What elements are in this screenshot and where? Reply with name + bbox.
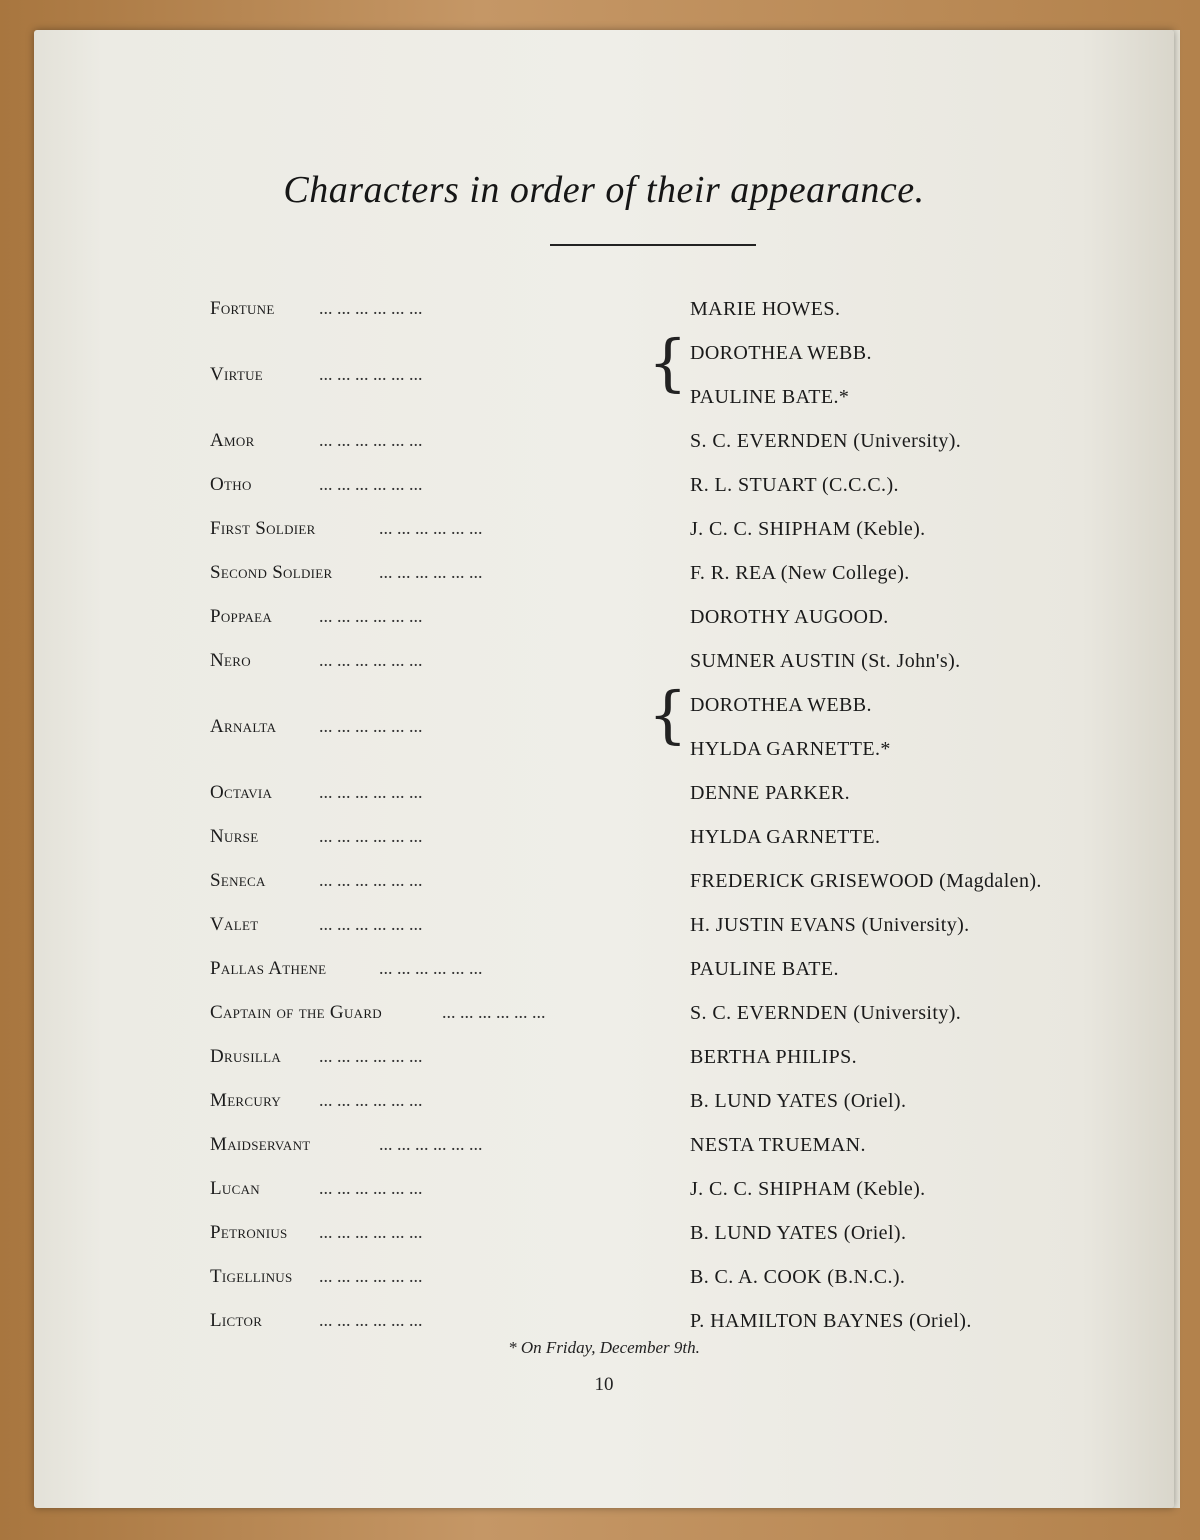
leader-dots: ... ... ... ... ... ... xyxy=(319,364,423,384)
role-name: Second Soldier xyxy=(210,562,333,583)
cast-row xyxy=(34,914,1174,944)
leader-dots: ... ... ... ... ... ... xyxy=(319,914,423,934)
role-name: Nero xyxy=(210,650,251,671)
role-name: Maidservant xyxy=(210,1134,311,1155)
cast-row xyxy=(34,1002,1174,1032)
cast-row xyxy=(34,430,1174,460)
leader-dots: ... ... ... ... ... ... xyxy=(379,562,483,582)
page-title: Characters in order of their appearance. xyxy=(283,169,925,211)
leader-dots: ... ... ... ... ... ... xyxy=(319,826,423,846)
leader-dots: ... ... ... ... ... ... xyxy=(442,1002,546,1022)
cast-list xyxy=(34,30,1174,1430)
cast-row xyxy=(34,1222,1174,1252)
leader-dots: ... ... ... ... ... ... xyxy=(379,958,483,978)
leader-dots: ... ... ... ... ... ... xyxy=(319,298,423,318)
actor-name: HYLDA GARNETTE. xyxy=(690,826,881,848)
cast-row xyxy=(34,562,1174,592)
leader-dots: ... ... ... ... ... ... xyxy=(319,782,423,802)
cast-row xyxy=(34,958,1174,988)
role-name: First Soldier xyxy=(210,518,316,539)
actor-name: J. C. C. SHIPHAM (Keble). xyxy=(690,1178,926,1200)
role-name: Seneca xyxy=(210,870,266,891)
cast-row xyxy=(34,1090,1174,1120)
role-name: Octavia xyxy=(210,782,273,803)
role-name: Otho xyxy=(210,474,252,495)
role-name: Fortune xyxy=(210,298,275,319)
actor-name: HYLDA GARNETTE.* xyxy=(690,738,891,760)
cast-row-alt xyxy=(34,386,1174,416)
cast-row xyxy=(34,1046,1174,1076)
footnote: * On Friday, December 9th. xyxy=(508,1338,700,1357)
actor-name: BERTHA PHILIPS. xyxy=(690,1046,858,1068)
cast-row xyxy=(34,1266,1174,1296)
role-name: Mercury xyxy=(210,1090,282,1111)
actor-name: P. HAMILTON BAYNES (Oriel). xyxy=(690,1310,972,1332)
cast-row xyxy=(34,1134,1174,1164)
actor-name: DOROTHEA WEBB. xyxy=(690,342,872,364)
leader-dots: ... ... ... ... ... ... xyxy=(319,606,423,626)
leader-dots: ... ... ... ... ... ... xyxy=(319,1222,423,1242)
actor-name: H. JUSTIN EVANS (University). xyxy=(690,914,970,936)
leader-dots: ... ... ... ... ... ... xyxy=(319,1310,423,1330)
actor-name: SUMNER AUSTIN (St. John's). xyxy=(690,650,961,672)
role-name: Virtue xyxy=(210,364,264,385)
actor-name: B. LUND YATES (Oriel). xyxy=(690,1222,907,1244)
role-name: Drusilla xyxy=(210,1046,282,1067)
cast-row xyxy=(34,518,1174,548)
cast-row xyxy=(34,650,1174,680)
leader-dots: ... ... ... ... ... ... xyxy=(319,1090,423,1110)
actor-name: DOROTHY AUGOOD. xyxy=(690,606,889,628)
role-name: Lictor xyxy=(210,1310,263,1331)
brace-icon: { xyxy=(648,326,688,399)
cast-row xyxy=(34,782,1174,812)
actor-name: NESTA TRUEMAN. xyxy=(690,1134,866,1156)
leader-dots: ... ... ... ... ... ... xyxy=(379,518,483,538)
cast-row xyxy=(34,826,1174,856)
program-page xyxy=(34,30,1174,1508)
role-name: Nurse xyxy=(210,826,259,847)
leader-dots: ... ... ... ... ... ... xyxy=(319,1046,423,1066)
role-name: Lucan xyxy=(210,1178,260,1199)
leader-dots: ... ... ... ... ... ... xyxy=(319,650,423,670)
actor-name: S. C. EVERNDEN (University). xyxy=(690,430,962,452)
leader-dots: ... ... ... ... ... ... xyxy=(319,430,423,450)
leader-dots: ... ... ... ... ... ... xyxy=(319,474,423,494)
actor-name: B. LUND YATES (Oriel). xyxy=(690,1090,907,1112)
actor-name: R. L. STUART (C.C.C.). xyxy=(690,474,899,496)
cast-row-alt xyxy=(34,342,1174,372)
cast-row xyxy=(34,474,1174,504)
cast-row xyxy=(34,606,1174,636)
page-number: 10 xyxy=(594,1374,614,1395)
role-name: Poppaea xyxy=(210,606,273,627)
actor-name: S. C. EVERNDEN (University). xyxy=(690,1002,962,1024)
role-name: Valet xyxy=(210,914,259,935)
leader-dots: ... ... ... ... ... ... xyxy=(319,870,423,890)
role-name: Arnalta xyxy=(210,716,277,737)
cast-row xyxy=(34,1310,1174,1340)
leader-dots: ... ... ... ... ... ... xyxy=(319,1178,423,1198)
role-name: Amor xyxy=(210,430,255,451)
actor-name: J. C. C. SHIPHAM (Keble). xyxy=(690,518,926,540)
cast-row xyxy=(34,1178,1174,1208)
actor-name: MARIE HOWES. xyxy=(690,298,841,320)
cast-row-alt xyxy=(34,694,1174,724)
actor-name: FREDERICK GRISEWOOD (Magdalen). xyxy=(690,870,1042,892)
role-name: Tigellinus xyxy=(210,1266,293,1287)
leader-dots: ... ... ... ... ... ... xyxy=(319,716,423,736)
actor-name: PAULINE BATE. xyxy=(690,958,839,980)
cast-row xyxy=(34,298,1174,328)
role-name: Petronius xyxy=(210,1222,288,1243)
leader-dots: ... ... ... ... ... ... xyxy=(319,1266,423,1286)
actor-name: DOROTHEA WEBB. xyxy=(690,694,872,716)
actor-name: DENNE PARKER. xyxy=(690,782,851,804)
role-name: Captain of the Guard xyxy=(210,1002,382,1023)
cast-row-alt xyxy=(34,738,1174,768)
cast-row xyxy=(34,870,1174,900)
brace-icon: { xyxy=(648,678,688,751)
leader-dots: ... ... ... ... ... ... xyxy=(379,1134,483,1154)
actor-name: B. C. A. COOK (B.N.C.). xyxy=(690,1266,906,1288)
actor-name: F. R. REA (New College). xyxy=(690,562,910,584)
role-name: Pallas Athene xyxy=(210,958,327,979)
actor-name: PAULINE BATE.* xyxy=(690,386,850,408)
